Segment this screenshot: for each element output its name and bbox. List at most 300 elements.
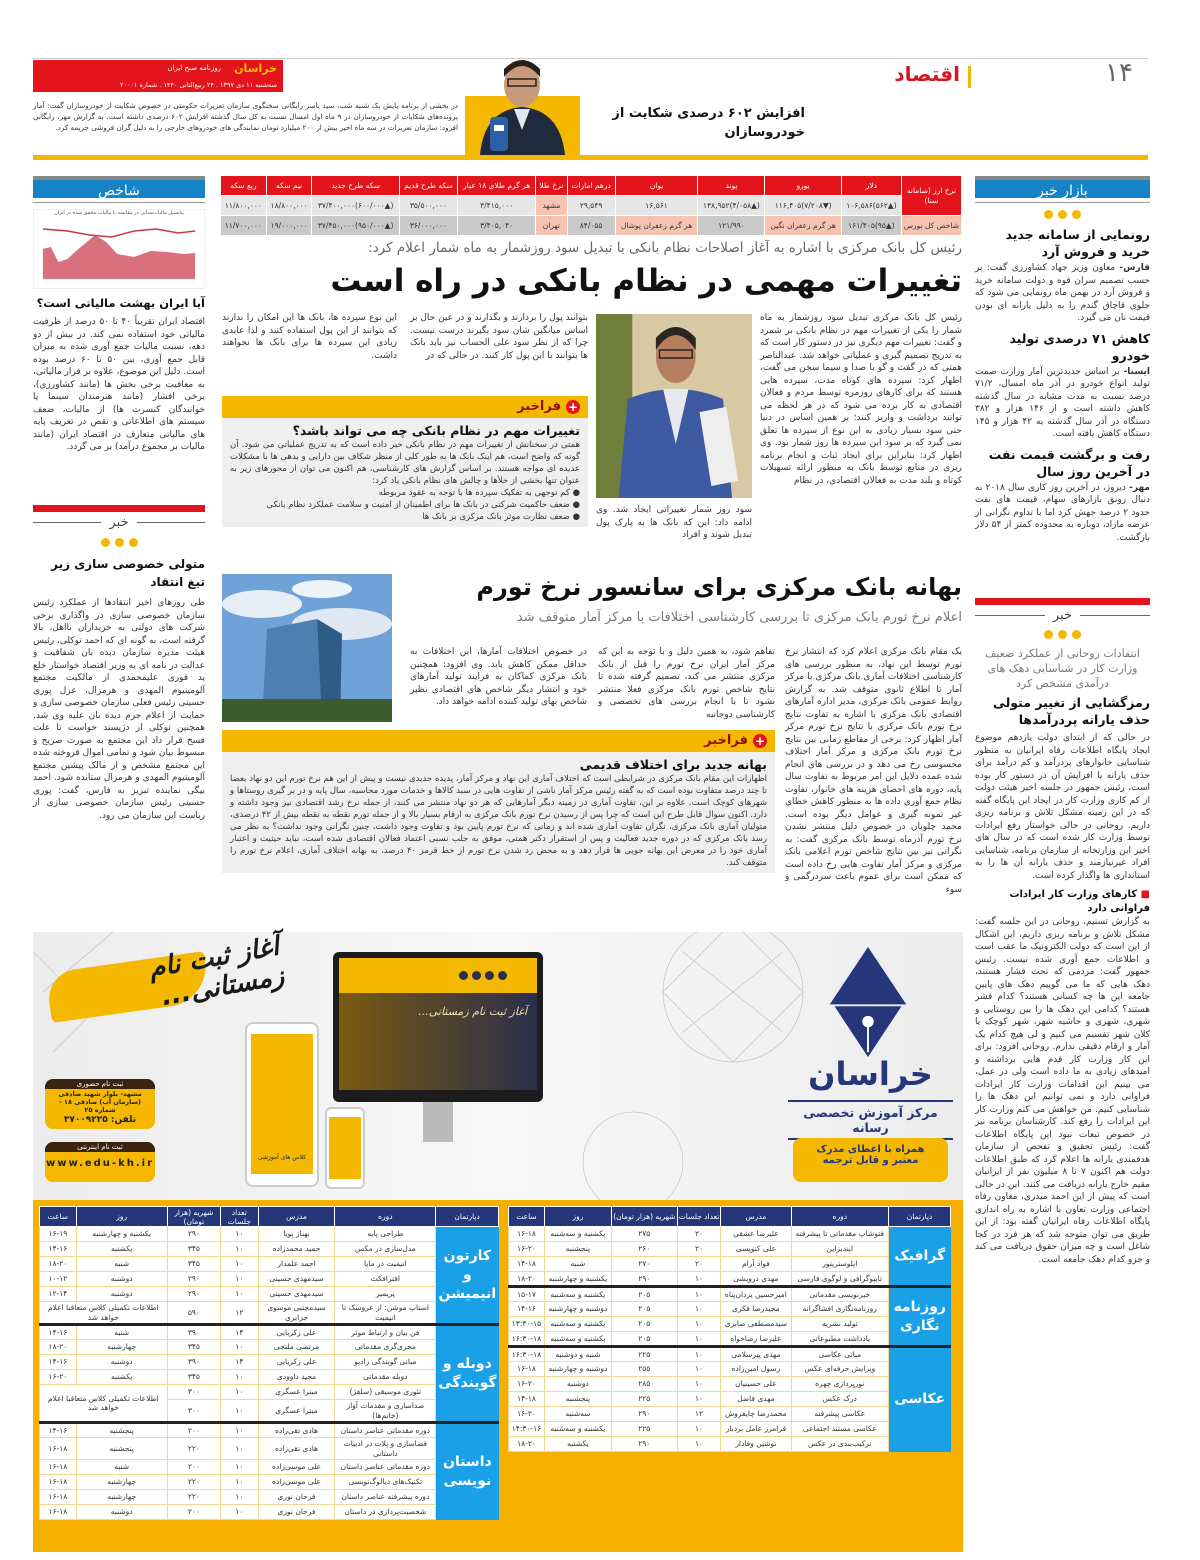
course-cell: سیدمجتبی موسوی جزایری — [258, 1302, 335, 1325]
course-cell: مهدی درویشی — [721, 1272, 791, 1287]
course-cell: ایلوستریتور — [791, 1257, 888, 1272]
course-header: دپارتمان — [436, 1207, 499, 1227]
course-cell: ۱۰ — [221, 1340, 259, 1355]
course-row — [40, 1272, 499, 1287]
bullet-text: ضعف نظارت موثر بانک مرکزی بر بانک ها — [422, 512, 570, 522]
news-body: معاون وزیر جهاد کشاورزی گفت: بر حسب تصمیم سران قوه و دولت سامانه خرید و فروش آرد در بهمن ماه رونمایی می شود که جلوی قاچاق گندم را به دلیل یارانه ای بودن قیمت نان می گیرد. — [975, 263, 1150, 323]
course-cell: ۱۰ — [677, 1302, 720, 1317]
market-cell: ۸۴/۰۵۵ — [568, 216, 615, 235]
course-table-left — [39, 1206, 499, 1520]
course-cell: روزنامه‌نگاری افشاگرانه — [791, 1302, 888, 1317]
course-cell: دوره پیشرفته عناصر داستان — [335, 1490, 436, 1505]
market-rates-table — [220, 175, 962, 236]
course-cell: ۱۶-۱۸ — [40, 1505, 77, 1520]
sub-headline: ■ کارهای وزارت کار ایرادات فراوانی دارد — [1009, 889, 1150, 914]
inperson-address: مشهد- بلوار شهید صادقی (سازمان آب) صادقی ۱۸ - شماره ۲۵ — [58, 1090, 142, 1114]
course-info-cell: اطلاعات تکمیلی کلاس متعاقبا اعلام خواهد شد — [40, 1302, 168, 1325]
header-yellow-bar — [33, 155, 1148, 160]
market-cell: (▲۴/۰۵۸)۱۳۸,۹۵۲ — [698, 196, 764, 215]
news-headline: رمزگشایی از تغییر متولی حذف یارانه پردرآمدها — [992, 695, 1150, 727]
department-cell: گرافیک — [889, 1227, 951, 1287]
course-cell: فتوشاپ مقدماتی تا پیشرفته — [791, 1227, 888, 1242]
course-cell: ۱۲ — [221, 1302, 259, 1325]
course-row — [509, 1332, 951, 1347]
market-cell: ۳۶/۰۰۰,۰۰۰ — [400, 216, 457, 235]
course-cell: ۲۰ — [677, 1257, 720, 1272]
course-cell: ۱۶-۱۸ — [40, 1438, 77, 1460]
course-cell: چهارشنبه — [76, 1475, 167, 1490]
course-cell: ۲۹۰ — [611, 1407, 677, 1422]
header-rule — [33, 58, 1148, 59]
course-cell: مدل‌سازی در مکس — [335, 1242, 436, 1257]
course-cell: دوشنبه — [76, 1505, 167, 1520]
course-cell: ۱۰ — [221, 1490, 259, 1505]
course-row — [509, 1407, 951, 1422]
course-cell: یکشنبه و چهارشنبه — [544, 1272, 611, 1287]
bullet-text: کم توجهی به تفکیک سپرده ها با توجه به عقود مربوطه — [378, 488, 570, 498]
second-headline: بهانه بانک مرکزی برای سانسور نرخ تورم — [476, 573, 962, 601]
box-bullet: ● ضعف نظارت موثر بانک مرکزی بر بانک ها — [422, 512, 580, 522]
monitor-stand — [423, 1102, 453, 1142]
course-header: ساعت — [40, 1207, 77, 1227]
main-sidebar-box — [222, 396, 588, 527]
market-cell: تهران — [536, 216, 566, 235]
news-body: دیروز، در آخرین روز کاری سال ۲۰۱۸ به دنبال رونق بازارهای سهام، قیمت های نفت حدود ۲ درصد جهش کرد اما با تداوم نگرانی از عرضه مازاد، دوباره به محدوده کمتر از ۵۴ دلار بازگشت. — [975, 482, 1150, 543]
market-header: یورو — [765, 176, 840, 195]
course-cell: شنبه — [76, 1460, 167, 1475]
top-story-headline: افزایش ۶۰۲ درصدی شکایت از خودروسازان — [612, 106, 805, 140]
course-cell: فرحان نوری — [258, 1490, 335, 1505]
section-divider — [968, 66, 971, 88]
sub-headline-text: کارهای وزارت کار ایرادات فراوانی دارد — [1009, 889, 1150, 914]
market-cell: هر گرم زعفران پوشال — [616, 216, 698, 235]
course-row — [40, 1505, 499, 1520]
course-cell: علی موسی‌زاده — [258, 1460, 335, 1475]
column-title: شاخص — [33, 176, 205, 198]
course-row — [40, 1475, 499, 1490]
course-cell: ۱۴ — [221, 1325, 259, 1340]
news-label — [975, 608, 1150, 623]
course-cell: ۱۴-۱۶ — [40, 1423, 77, 1438]
market-header: پوند — [698, 176, 764, 195]
course-row — [40, 1355, 499, 1370]
market-cell: (▲۹۵۰/۰۰۰)۳۷/۴۵۰,۰۰۰ — [312, 216, 398, 235]
course-cell: ۱۶:۳۰-۱۸ — [509, 1347, 545, 1362]
course-cell: شنبه و دوشنبه — [544, 1347, 611, 1362]
course-cell: پنجشنبه — [544, 1242, 611, 1257]
course-cell: مجیدرضا فکری — [721, 1302, 791, 1317]
news-text: در حالی که از ابتدای دولت یازدهم موضوع ایجاد پایگاه اطلاعات رفاه ایرانیان به منظور شناسایی خانوارهای پردرآمد و کم درآمد برای حذف یارانه یا افزایش آن در دستور کار بوده است، رئیس جمهور در جلسه اخیر هیئت دولت از کم کاری وزارت کار در ایجاد این پایگاه گفته که در این زمینه مشکل تلاش و برنامه ریزی داریم. روحانی در حالی خواستار رفع ایرادات توسط وزارت کار شده است که در سال های اخیر این وزارتخانه از سازمان برنامه، شناسایی افراد غیرنیازمند و حذف یارانه آن ها را به استانداری ها واگذار کرده است. — [975, 733, 1150, 881]
market-cell: (▲۹۵)۱۶۱/۴۰۵ — [842, 216, 901, 235]
main-headline: تغییرات مهمی در نظام بانکی در راه است — [330, 263, 962, 299]
course-cell: ۳۰۰ — [167, 1385, 220, 1400]
news-text — [975, 482, 1150, 545]
course-row — [40, 1227, 499, 1242]
course-table-right — [508, 1206, 951, 1452]
course-row — [509, 1302, 951, 1317]
course-cell: ۲۹۰ — [167, 1272, 220, 1287]
course-cell: ۲۰ — [677, 1242, 720, 1257]
course-cell: مهدی پیرسلامی — [721, 1347, 791, 1362]
course-cell: مرتضی ملتجی — [258, 1340, 335, 1355]
course-cell: ۳۴۵ — [167, 1370, 220, 1385]
course-cell: پنجشنبه — [76, 1438, 167, 1460]
course-cell: یکشنبه و چهارشنبه — [76, 1227, 167, 1242]
phone-mockup — [325, 1107, 365, 1189]
course-cell: چهارشنبه — [76, 1340, 167, 1355]
course-row — [509, 1227, 951, 1242]
course-cell: عکاسی مستند اجتماعی — [791, 1422, 888, 1437]
box-label: فراخبر — [704, 733, 748, 748]
course-row — [509, 1242, 951, 1257]
red-divider — [975, 598, 1150, 605]
course-cell: ۱۳:۳۰-۱۵ — [509, 1317, 545, 1332]
course-row — [40, 1385, 499, 1400]
course-cell: پنجشنبه — [544, 1392, 611, 1407]
course-header: تعداد جلسات — [221, 1207, 259, 1227]
box-bullet: ● ضعف حاکمیت شرکتی در بانک ها برای اطمینان از امنیت و سلامت عملکرد نظام بانکی — [266, 500, 580, 510]
course-cell: بهناز پویا — [258, 1227, 335, 1242]
course-cell: ۲۰۵ — [611, 1302, 677, 1317]
course-cell: حمید محمدزاده — [258, 1242, 335, 1257]
market-cell: ۲۹,۵۴۹ — [568, 196, 615, 215]
news-headline: متولی خصوصی سازی زیر تیغ انتقاد — [51, 557, 205, 589]
second-subtitle: اعلام نرخ تورم بانک مرکزی تا بررسی کارشناسی اختلافات با مرکز آمار متوقف شد — [516, 610, 962, 625]
course-header: شهریه (هزار تومان) — [611, 1207, 677, 1227]
course-row — [509, 1257, 951, 1272]
news-lead: انتقادات روحانی از عملکرد ضعیف وزارت کار در شناسایی دهک های درآمدی مشخص کرد — [985, 647, 1140, 690]
plus-icon: + — [567, 400, 579, 414]
course-cell: یکشنبه و سه‌شنبه — [544, 1287, 611, 1302]
course-header: تعداد جلسات — [677, 1207, 720, 1227]
spokesman-photo — [470, 55, 575, 155]
tax-chart — [33, 209, 205, 289]
course-row — [509, 1272, 951, 1287]
course-cell: سیدمصطفی صابری — [721, 1317, 791, 1332]
course-row — [40, 1257, 499, 1272]
course-info-cell: اطلاعات تکمیلی کلاس متعاقبا اعلام خواهد شد — [40, 1385, 168, 1423]
dots-icon — [975, 630, 1150, 639]
course-cell: یکشنبه و سه‌شنبه — [544, 1227, 611, 1242]
course-row — [509, 1362, 951, 1377]
dots-icon — [33, 538, 205, 547]
course-header: شهریه (هزار تومان) — [167, 1207, 220, 1227]
course-row — [40, 1490, 499, 1505]
department-cell: عکاسی — [889, 1347, 951, 1452]
course-cell: ۲۷۰ — [611, 1257, 677, 1272]
sub-text: به گزارش تسنیم، روحانی در این جلسه گفت: مشکل تلاش و برنامه ریزی داریم، این اشکال از این است که دولت الکترونیک ما عقب است و اطلاعات جمع آوری شده نیست. رئیس جمهور گفت: مردمی که تحت فشار هستند، دهک هایی که ما می گوییم دهک های پایین جامعه این ها چه کسانی هستند؟ کدام قشر هستند؟ کدامی این دهک ها را بین روستایی و شهری، شهری و حاشیه شهر، شهر کوچک یا کلان شهر تقسیم می کنیم و لی هیچ کدام یک آمار و ارقام دقیقی ندارم. روحانی افزود: برای این کار وزارت کار قدم هایی برداشته و امیدهای زیادی به ما داده است ولی در عمل، می بینیم این اقدامات وزارت کار ایرادات فراوانی دارد و نمی توانیم این دهک ها را شناسایی کنیم. من خواهش می کنم وزارت کار این ایرادات را رفع کند. کارشناسان برنامه نیز در خصوص تبعات نبود این پایگاه اطلاعات گفت: رئیس تحقیق و تفحص از سازمان هدفمندی یارانه ها اعلام کرد که طبق اطلاعات دولت هم اکنون ۷ تا ۸ میلیون نفر از ایرانیان مقیم خارج یارانه دریافت می کنند. این در حالی است که پیش از این احمد میدری، معاون رفاه اجتماعی وزارت تعاون با اشاره به راه اندازی پایگاه اطلاعات رفاه ایرانیان گفته بود: از این طریق می توان متوجه شد که هر فرد در کجا شاغل است و چه میزان حقوق دریافت می کند و جزو کدام دهک جامعه است. — [975, 917, 1150, 1265]
red-divider — [33, 505, 205, 512]
box-label-bar — [222, 396, 588, 418]
dots-icon — [975, 210, 1150, 219]
market-cell: ۳/۴۰۵,۰۴۰ — [458, 216, 535, 235]
course-cell: ۱۸-۲۰ — [40, 1257, 77, 1272]
course-cell: ۲۲۰ — [167, 1438, 220, 1460]
course-cell: ۱۰ — [221, 1460, 259, 1475]
course-cell: نوشین وفادار — [721, 1437, 791, 1452]
course-cell: فضاسازی و پلات در ادبیات داستانی — [335, 1438, 436, 1460]
course-cell: ۳۰۰ — [167, 1400, 220, 1423]
market-cell: ۳۵/۵۰۰,۰۰۰ — [400, 196, 457, 215]
course-cell: ۱۶-۲۰ — [509, 1242, 545, 1257]
news-label-text: خبر — [109, 515, 129, 530]
box-text: همتی در سخنانش از تغییرات مهم در نظام بانکی خبر داده است که به تدریج عملیاتی می شود. آن گونه که واضح است، هم اینک بانک ها به طور کلی از منظر شکاف بین دارایی و بدهی ها با مشکلات عدیده ای مواجه هستند. بر اساس گزارش های کارشناسی، هم اکنون می توان از محورهای زیر به عنوان تنها بخشی از خلأها و چالش های نظام بانکی یاد کرد: — [230, 440, 580, 486]
course-cell: ۱۰ — [677, 1347, 720, 1362]
course-cell: سه‌شنبه — [544, 1407, 611, 1422]
course-cell: ۳۴۵ — [167, 1340, 220, 1355]
course-cell: طراحی پایه — [335, 1227, 436, 1242]
website-link[interactable]: www.edu-kh.ir — [45, 1158, 154, 1169]
course-cell: ۲۲۵ — [611, 1422, 677, 1437]
department-cell: کارتون و انیمیشن — [436, 1227, 499, 1325]
course-cell: ۲۵۵ — [611, 1362, 677, 1377]
market-header: سکه طرح جدید — [312, 176, 398, 195]
market-news-column — [975, 176, 1150, 544]
course-cell: ۱۶-۱۹ — [40, 1227, 77, 1242]
course-cell: دوشنبه — [76, 1355, 167, 1370]
course-header: روز — [76, 1207, 167, 1227]
main-column-2: بتوانند پول را بردارند و بگذارند و در عین حال بر اساس میانگین شان سود بگیرند درست نیست. چرا که از نظر سود علی الحساب نیز باید بانک ها بتوانند با این پول کار کنند. در حالی که در — [410, 313, 588, 361]
course-cell: ۲۲۵ — [611, 1392, 677, 1407]
box-bullet: ● کم توجهی به تفکیک سپرده ها با توجه به عقود مربوطه — [378, 488, 580, 498]
course-cell: ۱۰-۱۲ — [40, 1272, 77, 1287]
market-header: درهم امارات — [568, 176, 615, 195]
course-cell: عکاسی پیشرفته — [791, 1407, 888, 1422]
box-label-bar — [222, 730, 775, 752]
course-cell: ۱۵-۱۷ — [509, 1287, 545, 1302]
course-cell: ۱۲ — [677, 1407, 720, 1422]
box-text: اظهارات این مقام بانک مرکزی در شرایطی است که اختلاف آماری این نهاد و مرکز آمار، پدیده جدیدی نیست و پیش از این هم نرخ تورم این دو نهاد بعضا تا چند درصد متفاوت بوده است که به گفته رئیس مرکز آمار ناشی از تفاوت هایی در سبد کالاها و خدمات مورد محاسبه، سال پایه و در بر گیری روستاها و شهرهای کوچک است. علاوه بر این، تفاوت آماری در زمینه دیگر آمارهایی که هر دو نهاد منتشر می کنند، از جمله نرخ رشد اقتصادی نیز وجود داشته و دارد. اکنون سوال قابل طرح این است که چرا پس از رسیدن نرخ تورم بانک مرکزی به ارقام بسیار بالا و از جمله تورم نقطه به نقطه بیش از ۴۲ درصدی، متولیان آماری بانک مرکزی، نگران تفاوت آماری شده اند و زمانی که نرخ تورم پایین بود و تفاوت وجود داشت، چنین نگرانی وجود نداشت؟ به نظر می رسد بانک مرکزی که در دوره جدید فعالیت و پس از استقرار دکتر همتی، موفق به جلب نسبی اعتماد فعالان اقتصادی شده است، نباید حیثیت و اعتبار آماری خود را در معرض این بهانه جویی ها قرار دهد و به محض رد شدن نرخ تورم از خط قرمز ۴۰ درصد، به بهانه اختلاف آماری، اعلام نرخ تورم را متوقف کند. — [230, 774, 768, 868]
course-row — [40, 1287, 499, 1302]
course-cell: ۱۸-۲۰ — [40, 1340, 77, 1355]
brand-name: خراسان — [808, 1055, 933, 1093]
course-cell: ۲۰۵ — [611, 1332, 677, 1347]
course-cell: یکشنبه — [76, 1242, 167, 1257]
news-text — [975, 262, 1150, 325]
course-cell: ۱۰ — [677, 1377, 720, 1392]
course-cell: احمد علمدار — [258, 1257, 335, 1272]
central-bank-building-photo — [222, 574, 392, 722]
course-cell: ۱۴ — [221, 1355, 259, 1370]
market-cell: ۱۱/۸۰۰,۰۰۰ — [221, 196, 266, 215]
course-cell: ۲۰۰ — [167, 1460, 220, 1475]
course-row — [509, 1347, 951, 1362]
course-cell: خبرنویسی مقدماتی — [791, 1287, 888, 1302]
course-cell: ۱۰ — [221, 1242, 259, 1257]
course-cell: مهدی فاضل — [721, 1392, 791, 1407]
course-cell: یکشنبه — [76, 1370, 167, 1385]
course-cell: ۲۲۰ — [167, 1475, 220, 1490]
course-header: دوره — [791, 1207, 888, 1227]
inperson-title: ثبت نام حضوری — [45, 1079, 155, 1089]
course-cell: علی زکریایی — [258, 1325, 335, 1340]
course-row — [40, 1340, 499, 1355]
course-cell: شنبه — [544, 1257, 611, 1272]
course-cell: ۲۸۵ — [611, 1377, 677, 1392]
plus-icon: + — [754, 734, 766, 748]
top-story-text: در بخشی از برنامه پایش یک شنبه شب، سید یاسر رایگانی سخنگوی سازمان تعزیرات حکومتی در خصوص شکایت از خودروسازان گفت: آمار پرونده‌های شکایات از خودروسازان در ۹ ماه اول امسال نسبت به کل سال گذشته افزایش ۶۰۲ درصدی داشته است. به گزارش مهر، رایگانی افزود: سازمان تعزیرات در سه ماه اخیر بیش از ۲۰۰ میلیارد تومان نمایندگی های خودروهای خارجی را به دلیل گران فروشی جریمه کرد. — [33, 101, 458, 132]
brand-subtitle: مرکز آموزش تخصصی رسانه — [788, 1100, 953, 1140]
course-cell: یکشنبه و سه‌شنبه — [544, 1317, 611, 1332]
market-cell: ۱۲۱/۹۹۰ — [698, 216, 764, 235]
course-cell: ۱۶-۱۸ — [40, 1460, 77, 1475]
course-cell: یکشنبه — [544, 1437, 611, 1452]
course-cell: ۱۰ — [221, 1505, 259, 1520]
course-cell: ۲۰۰ — [167, 1505, 220, 1520]
market-cell: شاخص کل بورس — [902, 216, 961, 235]
course-cell: ۱۰ — [221, 1400, 259, 1423]
news-label — [33, 515, 205, 530]
news-text — [975, 366, 1150, 441]
market-header: سکه طرح قدیم — [400, 176, 457, 195]
market-cell: (▼۷/۲۰۸)۱۱۶,۴۰۵ — [765, 196, 840, 215]
chart-title: پتانسیل مالیات‌ستانی در مقایسه با مالیات محقق شده در ایران — [54, 210, 184, 216]
market-cell: هر گرم زعفران نگین — [765, 216, 840, 235]
market-cell: ۱۸/۸۰۰,۰۰۰ — [267, 196, 312, 215]
course-cell: علیرضا رضاخواه — [721, 1332, 791, 1347]
inperson-registration-box — [45, 1079, 155, 1129]
department-cell: داستان نویسی — [436, 1423, 499, 1520]
course-cell: ۱۰ — [677, 1392, 720, 1407]
course-header: روز — [544, 1207, 611, 1227]
course-cell: فن بیان و ارتباط موثر — [335, 1325, 436, 1340]
course-cell: ۱۶-۱۸ — [40, 1475, 77, 1490]
course-cell: ۱۴-۱۶ — [40, 1325, 77, 1340]
course-cell: یکشنبه و سه‌شنبه — [544, 1422, 611, 1437]
news-label-text: خبر — [1052, 608, 1073, 623]
market-cell: (▲۵۶۲)۱۰۶,۵۸۶ — [842, 196, 901, 215]
news-source: مهر- — [1129, 482, 1150, 493]
course-cell: ۱۰ — [221, 1438, 259, 1460]
course-cell: صداسازی و مقدمات آواز (خانم‌ها) — [335, 1400, 436, 1423]
course-cell: ۱۲-۱۴ — [40, 1287, 77, 1302]
index-headline: آیا ایران بهشت مالیاتی است؟ — [36, 296, 205, 310]
course-cell: دوشنبه و چهارشنبه — [544, 1362, 611, 1377]
department-cell: روزنامه نگاری — [889, 1287, 951, 1347]
course-cell: دوبله مقدماتی — [335, 1370, 436, 1385]
education-center-ad — [33, 932, 963, 1200]
course-cell: ۱۰ — [221, 1370, 259, 1385]
course-cell: ۱۰ — [677, 1437, 720, 1452]
main-column-3: این نوع سپرده ها، بانک ها این امکان را ندارند که بتوانند از این پول استفاده کنند و لذا عایدی زیادی این سپرده ها برای بانک ها نخواهند داشت. — [222, 313, 397, 361]
paper-logo: خراسان — [234, 62, 277, 75]
date-line: سه‌شنبه ۱۱ دی ۱۳۹۷ . ۲۴ ربیع‌الثانی ۱۴۴۰ . شماره ۲۰۰۰۱ — [119, 81, 277, 89]
course-cell: ۱۰ — [221, 1272, 259, 1287]
department-cell: دوبله و گویندگی — [436, 1325, 499, 1423]
course-cell: محمدرضا چایفروش — [721, 1407, 791, 1422]
tablet-mockup — [245, 1022, 319, 1187]
course-cell: دوشنبه — [544, 1377, 611, 1392]
course-row — [509, 1437, 951, 1452]
course-cell: پریمیر — [335, 1287, 436, 1302]
market-header: دلار — [842, 176, 901, 195]
course-cell: ۳۴۵ — [167, 1257, 220, 1272]
course-cell: یادداشت مطبوعاتی — [791, 1332, 888, 1347]
course-cell: ۱۶-۱۸ — [509, 1227, 545, 1242]
online-title: ثبت نام اینترنتی — [45, 1142, 155, 1152]
course-cell: هادی تقی‌زاده — [258, 1438, 335, 1460]
course-cell: ۱۶-۱۸ — [509, 1362, 545, 1377]
course-cell: ۱۸-۲۰ — [509, 1272, 545, 1287]
right-news-block — [975, 608, 1150, 1266]
main-kicker: رئیس کل بانک مرکزی با اشاره به آغاز اصلاحات نظام بانکی با تبدیل سود روزشمار به ماه شمار اعلام کرد: — [368, 240, 962, 256]
paper-subtitle: روزنامه صبح ایران — [167, 64, 221, 72]
course-header: مدرس — [258, 1207, 335, 1227]
course-row — [509, 1377, 951, 1392]
course-cell: تولید نشریه — [791, 1317, 888, 1332]
news-headline: کاهش ۷۱ درصدی تولید خودرو — [1009, 330, 1150, 363]
screen-text: آغاز ثبت نام زمستانی... — [339, 993, 537, 1090]
course-cell: ۳۹۰ — [167, 1325, 220, 1340]
certificate-badge: همراه با اعطای مدرک معتبر و قابل ترجمه — [793, 1138, 948, 1182]
news-headline: رونمایی از سامانه جدید خرید و فروش آرد — [1005, 227, 1150, 259]
second-column-1: یک مقام بانک مرکزی اعلام کرد که انتشار نرخ تورم توسط این نهاد، به منظور بررسی های کارشناسی اختلافات آماری بانک مرکزی با مرکز آمار تا اطلاع ثانوی متوقف شد. به گزارش روابط عمومی بانک مرکزی، مدیر اداره آمارهای اقتصادی بانک مرکزی با اشاره به تفاوت نتایج نرخ تورم بانک مرکزی با نتایج نرخ تورم مرکز آمار اظهار کرد: برخی از مقاطع زمانی بین نتایج نرخ تورم بانک مرکزی و مرکز آمار اختلاف محسوسی رخ می دهد و در بررسی های انجام شده عمده دلایل این امر مربوط به تفاوت سال پایه، دوره های احصای هزینه های خانوار، تفاوت نظام جمع آوری داده ها به منظور کاهش خطای غیر نمونه گیری و عوامل دیگر بوده است. محمد چلوبان در خصوص دلیل منتشر نشدن نرخ تورم آذرماه توسط بانک مرکزی گفت: به نگرانی نیز بین نتایج شاخص تورم اعلامی بانک مرکزی و مرکز آمار تفاوت هایی رخ داده است که ممکن است برای عموم باعث سردرگمی و سوء — [785, 647, 962, 895]
course-cell: یکشنبه و سه‌شنبه — [544, 1332, 611, 1347]
course-row — [509, 1392, 951, 1407]
course-cell: نورپردازی چهره — [791, 1377, 888, 1392]
course-cell: ۲۰۰ — [167, 1423, 220, 1438]
tablet-caption: کلاس های آموزشی — [251, 1034, 313, 1174]
course-cell: علی موسی‌زاده — [258, 1475, 335, 1490]
course-cell: ۲۲۰ — [167, 1490, 220, 1505]
course-cell: دوره مقدماتی عناصر داستان — [335, 1423, 436, 1438]
course-cell: ۱۶-۱۸ — [40, 1490, 77, 1505]
course-cell: درک عکس — [791, 1392, 888, 1407]
course-cell: تکنیک‌های دیالوگ‌نویسی — [335, 1475, 436, 1490]
course-cell: ایندیزاین — [791, 1242, 888, 1257]
news-source: فارس- — [1119, 263, 1150, 273]
course-row — [509, 1317, 951, 1332]
news-body: بر اساس جدیدترین آمار وزارت صمت تولید انواع خودرو در آذر ماه امسال، ۷۱/۲ درصد نسبت به مدت مشابه در سال گذشته کاهش داشته است و از ۱۴۶ هزار و ۳۸۲ دستگاه در آذر سال گذشته به ۴۲ هزار و ۱۴۵ دستگاه کاهش یافته است. — [975, 366, 1150, 439]
course-cell: ۱۴-۱۶ — [40, 1242, 77, 1257]
course-header: دوره — [335, 1207, 436, 1227]
course-cell: علی حسینیان — [721, 1377, 791, 1392]
course-cell: افترافکت — [335, 1272, 436, 1287]
ad-slogan: آغاز ثبت نام زمستانی... — [146, 931, 287, 1013]
course-cell: ۱۴-۱۶ — [509, 1302, 545, 1317]
column-title: بازار خبر — [975, 176, 1150, 198]
course-cell: ۱۶-۲۰ — [509, 1377, 545, 1392]
course-row — [40, 1423, 499, 1438]
course-schedule — [33, 1200, 963, 1552]
course-cell: ۱۸-۲۰ — [509, 1437, 545, 1452]
market-header: یوان — [616, 176, 698, 195]
course-row — [40, 1302, 499, 1325]
bullet-text: ضعف حاکمیت شرکتی در بانک ها برای اطمینان از امنیت و سلامت عملکرد نظام بانکی — [266, 500, 570, 510]
market-cell: ۳/۴۱۵,۰۰۰ — [458, 196, 535, 215]
course-cell: ۲۷۵ — [611, 1227, 677, 1242]
course-cell: شخصیت‌پردازی در داستان — [335, 1505, 436, 1520]
course-cell: میترا عسگری — [258, 1400, 335, 1423]
second-column-2: تفاهم شود، به همین دلیل و با توجه به این که مرکز آمار ایران نرخ تورم را قبل از بانک مرکزی منتشر می کند، تصمیم گرفته شده تا نتایج شاخص تورم بانک مرکزی فعلا منتشر نشود تا با انجام بررسی های تخصصی و کارشناسی دوجانبه — [598, 647, 775, 720]
market-header: نرخ ارز (سامانه سنا) — [902, 176, 961, 215]
section-title: اقتصاد — [894, 62, 960, 86]
left-news-block — [33, 515, 205, 822]
course-cell: ۲۹۰ — [611, 1437, 677, 1452]
market-cell: ۱۹/۰۰۰,۰۰۰ — [267, 216, 312, 235]
news-text: طی روزهای اخیر انتقادها از عملکرد رئیس سازمان خصوصی سازی در واگذاری برخی شرکت های دولتی به خریداران نااهل، بالا گرفته است، به گونه ای که احمد توکلی، رئیس هیئت مدیره سازمان دیده بان شفافیت و عدالت در نامه ای به وزیر اقتصاد خواستار خلع ید فوری علیمحمدی از مالکیت مجتمع آلومینیوم المهدی و هرمزال، عزل پوری حسینی رئیس فعلی سازمان خصوصی سازی و حمایت از اعلام جرم دیده بان علیه وی شد. همچنین توکلی از دژپسند خواست تا علت فسخ قرار داد این مجتمع به صورت صریح و مبسوط بیان شود و تمامی اموال فروخته شده این مجتمع مشخص و از مالک پیشین مجتمع آلومینیوم المهدی و هرمزال ستانده شود. احمد بیگی نماینده تبریز به فارس، گفت: پوری حسینی رئیس سازمان خصوصی سازی از ریاست این سازمان می رود. — [33, 598, 205, 821]
course-cell: فواد آرام — [721, 1257, 791, 1272]
course-cell: ۱۰ — [677, 1272, 720, 1287]
course-cell: رسول امین‌زاده — [721, 1362, 791, 1377]
news-headline: رفت و برگشت قیمت نفت در آخرین روز سال — [988, 446, 1150, 479]
course-cell: ۲۹۰ — [167, 1287, 220, 1302]
course-row — [40, 1242, 499, 1257]
course-cell: علی کنویسی — [721, 1242, 791, 1257]
course-cell: علیرضا عشقی — [721, 1227, 791, 1242]
course-cell: دوشنبه — [76, 1272, 167, 1287]
online-registration-box — [45, 1142, 155, 1182]
